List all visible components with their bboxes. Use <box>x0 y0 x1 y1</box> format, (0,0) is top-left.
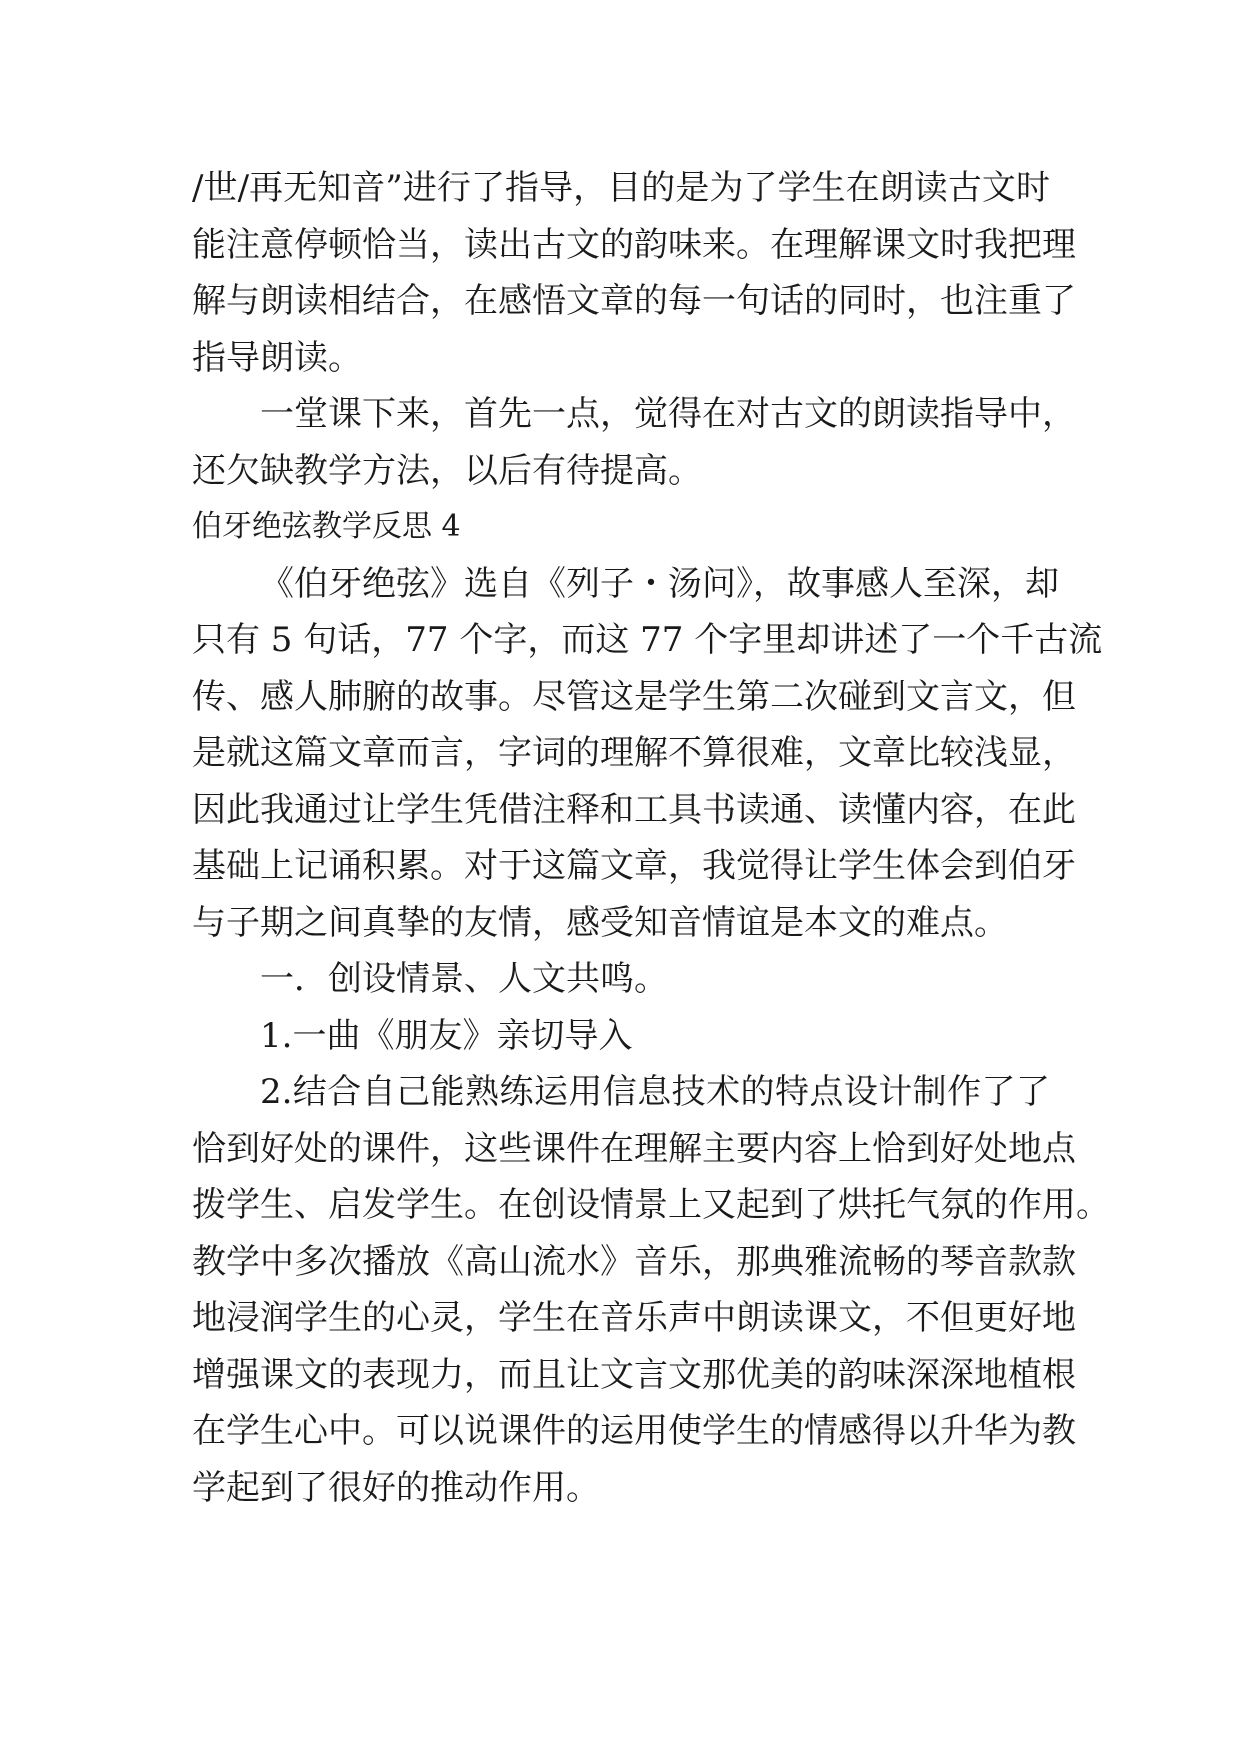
text-line: /世/再无知音”进行了指导，目的是为了学生在朗读古文时 <box>192 168 1050 208</box>
text-line: 地浸润学生的心灵，学生在音乐声中朗读课文，不但更好地 <box>192 1298 1076 1338</box>
text-line: 传、感人肺腑的故事。尽管这是学生第二次碰到文言文，但 <box>192 676 1076 717</box>
text-line: 教学中多次播放《高山流水》音乐，那典雅流畅的琴音款款 <box>192 1241 1076 1282</box>
text-line: 解与朗读相结合，在感悟文章的每一句话的同时，也注重了 <box>192 281 1076 321</box>
heading-text: 伯牙绝弦教学反思 4 <box>192 509 461 544</box>
text-line: 与子期之间真挚的友情，感受知音情谊是本文的难点。 <box>192 902 1008 943</box>
section-heading <box>192 499 1050 556</box>
paragraph-3 <box>192 556 1103 952</box>
paragraph-4 <box>192 951 1050 1008</box>
text-line: 指导朗读。 <box>192 337 362 378</box>
text-line: 一．创设情景、人文共鸣。 <box>260 959 668 999</box>
text-line: 恰到好处的课件，这些课件在理解主要内容上恰到好处地点 <box>192 1128 1076 1169</box>
paragraph-2 <box>192 386 1076 499</box>
paragraph-5 <box>192 1008 1050 1065</box>
paragraph-6 <box>192 1064 1110 1516</box>
text-line: 基础上记诵积累。对于这篇文章，我觉得让学生体会到伯牙 <box>192 846 1076 886</box>
paragraph-1 <box>192 160 1076 386</box>
text-line: 能注意停顿恰当，读出古文的韵味来。在理解课文时我把理 <box>192 224 1076 265</box>
text-line: 只有 5 句话，77 个字，而这 77 个字里却讲述了一个千古流 <box>192 620 1103 660</box>
document-body <box>192 160 1110 1516</box>
text-line: 是就这篇文章而言，字词的理解不算很难，文章比较浅显， <box>192 733 1076 773</box>
text-line: 学起到了很好的推动作用。 <box>192 1467 600 1508</box>
text-line: 《伯牙绝弦》选自《列子・汤问》，故事感人至深，却 <box>260 563 1059 604</box>
text-line: 1.一曲《朋友》亲切导入 <box>260 1015 633 1056</box>
text-line: 一堂课下来，首先一点，觉得在对古文的朗读指导中， <box>260 394 1076 434</box>
text-line: 拨学生、启发学生。在创设情景上又起到了烘托气氛的作用。 <box>192 1185 1110 1225</box>
text-line: 2.结合自己能熟练运用信息技术的特点设计制作了了 <box>260 1072 1050 1112</box>
text-line: 还欠缺教学方法，以后有待提高。 <box>192 450 702 491</box>
text-line: 增强课文的表现力，而且让文言文那优美的韵味深深地植根 <box>192 1354 1076 1395</box>
text-line: 因此我通过让学生凭借注释和工具书读通、读懂内容，在此 <box>192 789 1076 830</box>
text-line: 在学生心中。可以说课件的运用使学生的情感得以升华为教 <box>192 1411 1076 1451</box>
